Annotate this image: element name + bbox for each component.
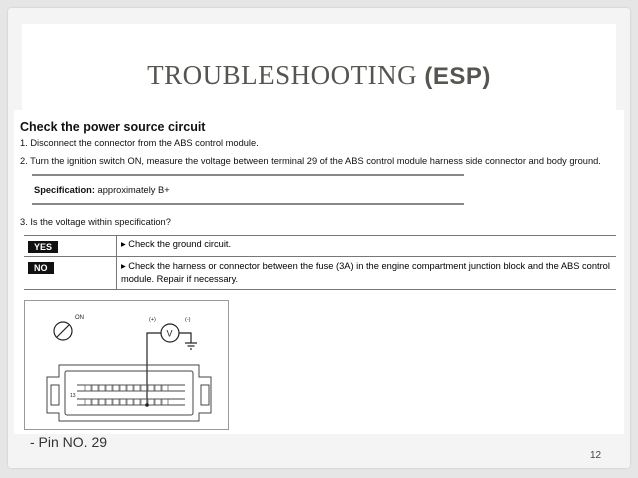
- connector-diagram: [24, 300, 229, 430]
- slide-title: [22, 60, 616, 91]
- procedure-heading: Check the power source circuit: [20, 120, 206, 134]
- connector-diagram-svg: [25, 301, 228, 429]
- step-3: 3. Is the voltage within specification?: [20, 217, 171, 227]
- no-cell: [24, 257, 117, 290]
- step-1: 1. Disconnect the connector from the ABS control module.: [20, 138, 259, 148]
- step-2: 2. Turn the ignition switch ON, measure the voltage between terminal 29 of the ABS control module harness side connector and body ground.: [20, 156, 601, 166]
- no-action: ▸ Check the harness or connector between the fuse (3A) in the engine compartment junction block and the ABS control module. Repair if necessary.: [117, 257, 617, 290]
- yes-badge: YES: [28, 241, 58, 253]
- spec-divider-bottom: [32, 203, 464, 205]
- negative-lead: [179, 333, 191, 343]
- plus-label: (+): [149, 317, 156, 323]
- spec-label: Specification:: [34, 185, 95, 195]
- table-row: [24, 257, 616, 290]
- positive-lead: [147, 333, 161, 405]
- spec-value: approximately B+: [94, 185, 170, 195]
- title-bold: (ESP): [424, 63, 491, 90]
- ignition-label: ON: [75, 315, 84, 321]
- specification: [34, 185, 170, 195]
- spec-divider-top: [32, 174, 464, 176]
- title-main: TROUBLESHOOTING: [147, 60, 418, 90]
- procedure-image: [14, 110, 624, 434]
- minus-label: (-): [185, 317, 191, 323]
- footnote-pin: - Pin NO. 29: [30, 434, 108, 450]
- voltmeter-label: V: [166, 328, 173, 339]
- page-number: 12: [590, 450, 602, 461]
- pin-number-label: 13: [70, 393, 76, 399]
- pin-29-marker: [145, 403, 149, 407]
- ignition-switch-line: [57, 325, 69, 337]
- connector-pins: [85, 385, 168, 405]
- result-table: [24, 235, 616, 290]
- yes-cell: [24, 236, 117, 257]
- no-badge: NO: [28, 262, 54, 274]
- ground-icon: [185, 343, 197, 349]
- title-box: [22, 24, 616, 110]
- yes-action: ▸ Check the ground circuit.: [117, 236, 617, 257]
- table-row: [24, 236, 616, 257]
